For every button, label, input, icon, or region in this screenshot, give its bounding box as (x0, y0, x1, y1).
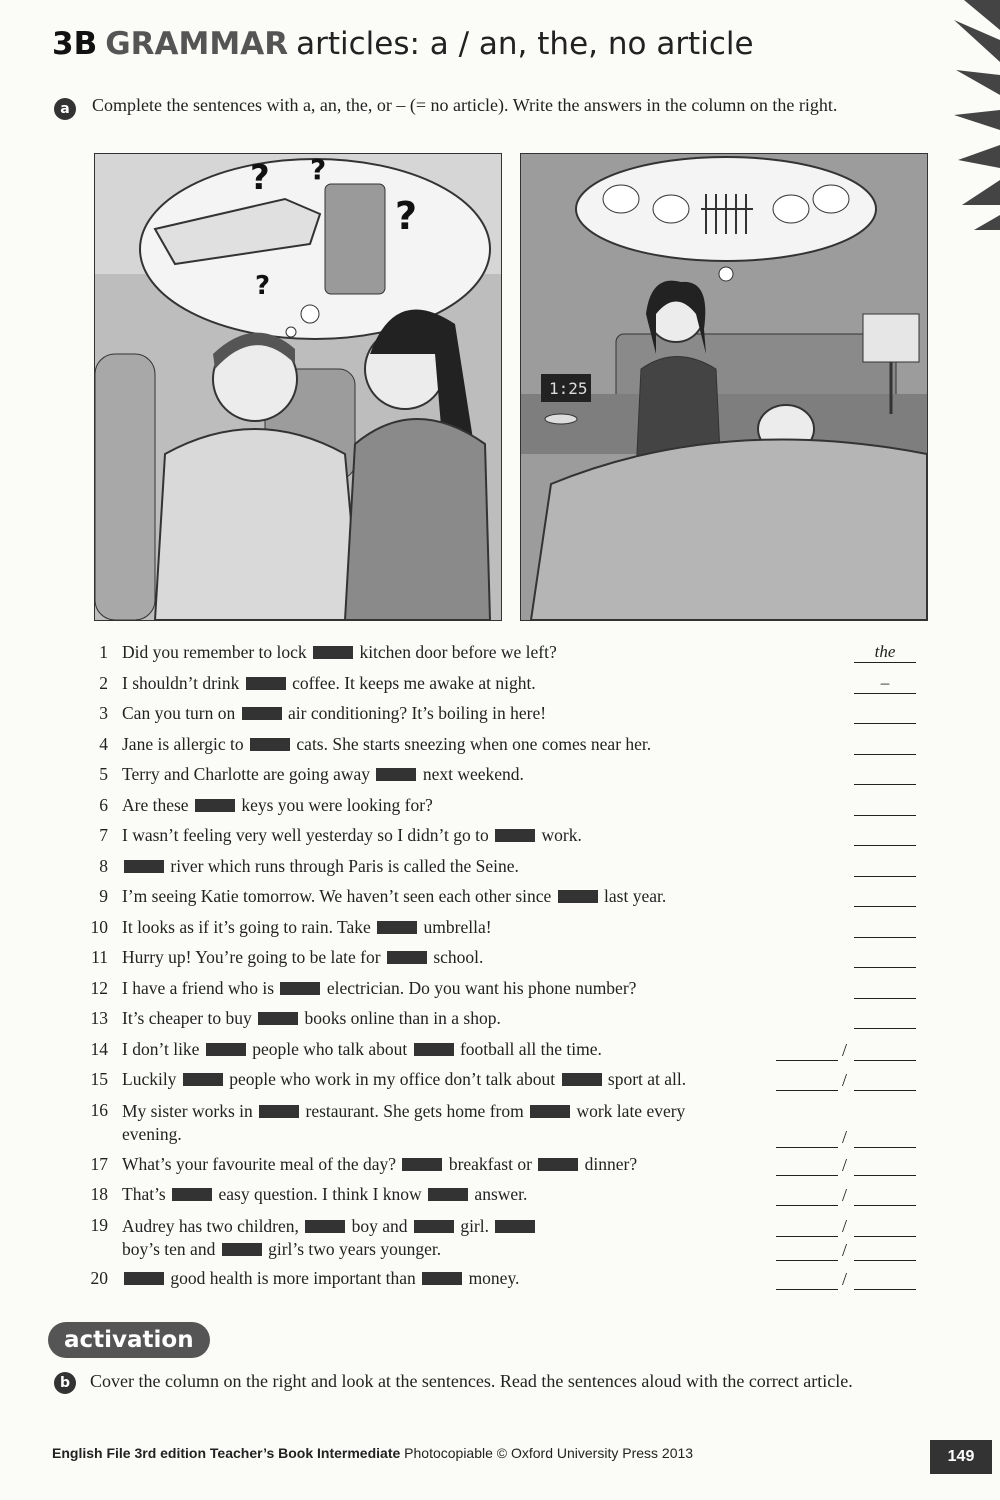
answer-line[interactable] (776, 1216, 838, 1237)
sentence-number: 14 (90, 1039, 108, 1059)
blank-gap (250, 738, 290, 751)
sentence-part: last year. (599, 886, 667, 906)
sentence-part: It’s cheaper to buy (122, 1008, 257, 1028)
answer-line[interactable] (854, 795, 916, 816)
answer-line[interactable] (854, 1070, 916, 1091)
sentence-part: boy’s ten and (122, 1239, 220, 1259)
blank-gap (538, 1158, 578, 1171)
answer-separator: / (842, 1240, 848, 1260)
blank-gap (558, 890, 598, 903)
blank-gap (172, 1188, 212, 1201)
blank-gap (495, 829, 535, 842)
exercise-a-badge: a (54, 98, 76, 120)
exercise-a-instruction: Complete the sentences with a, an, the, or – (= no article). Write the answers in the column on the right. (92, 95, 838, 115)
answer-pair (776, 1186, 916, 1206)
plane-scene-image (95, 154, 501, 620)
sentence-part: restaurant. She gets home from (301, 1101, 529, 1121)
sentence-text (122, 1039, 746, 1060)
sentence-number: 6 (99, 795, 108, 815)
sentence-part: Jane is allergic to (122, 734, 249, 754)
sentence-number: 11 (91, 947, 108, 967)
exercise-b-instruction: Cover the column on the right and look at the sentences. Read the sentences aloud with the correct article. (90, 1371, 853, 1391)
sentence-part: cats. She starts sneezing when one comes near her. (292, 734, 652, 754)
sentence-text (122, 825, 746, 846)
answer-line[interactable]: – (854, 673, 916, 694)
sentence-part: I’m seeing Katie tomorrow. We haven’t seen each other since (122, 886, 556, 906)
sentence-text (122, 1154, 746, 1175)
sentence-text (122, 795, 746, 816)
sentence-row (86, 917, 916, 941)
sentence-part: coffee. It keeps me awake at night. (287, 673, 536, 693)
answer-line[interactable] (776, 1127, 838, 1148)
sentence-text (122, 917, 746, 938)
sentence-part: girl. (455, 1216, 494, 1236)
sentence-number: 15 (90, 1069, 108, 1089)
blank-gap (530, 1105, 570, 1118)
sentence-part: answer. (470, 1184, 528, 1204)
sentence-row (86, 642, 916, 666)
sentence-part: I shouldn’t drink (122, 673, 244, 693)
sentence-number: 12 (90, 978, 108, 998)
answer-line[interactable] (854, 1127, 916, 1148)
sentence-part: It looks as if it’s going to rain. Take (122, 917, 376, 937)
sentence-part: Audrey has two children, (122, 1216, 304, 1236)
sentence-part: kitchen door before we left? (355, 642, 557, 662)
answer-pair (776, 1156, 916, 1176)
answer-line[interactable] (776, 1185, 838, 1206)
svg-text:?: ? (255, 271, 271, 301)
sentence-number: 16 (90, 1100, 108, 1120)
sentence-row (86, 1069, 916, 1093)
sentence-part: dinner? (580, 1154, 638, 1174)
answer-line[interactable] (854, 1269, 916, 1290)
answer-pair (776, 1241, 916, 1261)
blank-gap (495, 1220, 535, 1233)
sentence-part: electrician. Do you want his phone number? (322, 978, 637, 998)
sentence-part: I have a friend who is (122, 978, 279, 998)
blank-gap (377, 921, 417, 934)
answer-line[interactable] (854, 947, 916, 968)
sentence-part: breakfast or (444, 1154, 537, 1174)
sentence-part: Did you remember to lock (122, 642, 312, 662)
blank-gap (258, 1012, 298, 1025)
sentence-row (86, 673, 916, 697)
sentence-row (86, 1008, 916, 1032)
sentence-part: That’s (122, 1184, 171, 1204)
clock-display: 1:25 (549, 379, 588, 398)
answer-line[interactable] (854, 886, 916, 907)
illustration-bedroom (520, 153, 928, 621)
sentence-number: 5 (99, 764, 108, 784)
sentence-number: 20 (90, 1268, 108, 1288)
sentence-number: 13 (90, 1008, 108, 1028)
answer-line[interactable] (854, 1185, 916, 1206)
sentence-row (86, 978, 916, 1002)
sentence-part: I don’t like (122, 1039, 204, 1059)
answer-line[interactable] (854, 764, 916, 785)
sentence-row (86, 734, 916, 758)
answer-separator: / (842, 1155, 848, 1175)
sentence-part: girl’s two years younger. (263, 1239, 442, 1259)
blank-gap (305, 1220, 345, 1233)
answer-separator: / (842, 1269, 848, 1289)
blank-gap (422, 1272, 462, 1285)
sentence-part: work. (537, 825, 582, 845)
sentence-text (122, 764, 746, 785)
unit-number: 3B (52, 26, 98, 62)
sentence-text (122, 978, 746, 999)
sentence-part: money. (464, 1268, 520, 1288)
sentence-part: Terry and Charlotte are going away (122, 764, 375, 784)
sentence-number: 17 (90, 1154, 108, 1174)
answer-line[interactable] (776, 1155, 838, 1176)
sentence-part: next weekend. (418, 764, 524, 784)
sentence-part: What’s your favourite meal of the day? (122, 1154, 401, 1174)
blank-gap (402, 1158, 442, 1171)
sentence-part: boy and (347, 1216, 412, 1236)
footer-book-title: English File 3rd edition Teacher’s Book Intermediate (52, 1445, 401, 1461)
answer-pair (776, 1270, 916, 1290)
blank-gap (124, 860, 164, 873)
sentence-text (122, 1268, 746, 1289)
sentence-text (122, 703, 746, 724)
blank-gap (206, 1043, 246, 1056)
answer-line[interactable] (854, 917, 916, 938)
sentence-text (122, 856, 746, 877)
sentence-part: people who work in my office don’t talk about (224, 1069, 560, 1089)
topic-label: articles: a / an, the, no article (296, 26, 754, 62)
sentence-text (122, 947, 746, 968)
corner-burst-decoration (954, 0, 1000, 230)
blank-gap (428, 1188, 468, 1201)
page-number: 149 (930, 1440, 992, 1474)
illustration-plane (94, 153, 502, 621)
answer-pair (776, 1128, 916, 1148)
sentence-number: 3 (99, 703, 108, 723)
sentence-part: Are these (122, 795, 193, 815)
blank-gap (387, 951, 427, 964)
answer-line[interactable] (854, 1216, 916, 1237)
blank-gap (313, 646, 353, 659)
footer-credit (52, 1445, 693, 1461)
answer-line[interactable] (776, 1240, 838, 1261)
sentence-row (86, 764, 916, 788)
sentence-part: Can you turn on (122, 703, 240, 723)
sentence-text (122, 1184, 746, 1205)
sentence-text (122, 642, 746, 663)
blank-gap (376, 768, 416, 781)
sentence-part: I wasn’t feeling very well yesterday so I didn’t go to (122, 825, 494, 845)
sentence-number: 19 (90, 1215, 108, 1235)
blank-gap (414, 1043, 454, 1056)
answer-line[interactable] (854, 734, 916, 755)
sentence-part: umbrella! (419, 917, 492, 937)
sentence-part: keys you were looking for? (236, 795, 433, 815)
sentence-row (86, 1215, 916, 1263)
sentence-row (86, 795, 916, 819)
sentence-row (86, 1154, 916, 1178)
page-title (52, 26, 754, 62)
sentence-part: air conditioning? It’s boiling in here! (283, 703, 547, 723)
blank-gap (124, 1272, 164, 1285)
sentence-row (86, 1184, 916, 1208)
sentence-part: people who talk about (247, 1039, 412, 1059)
answer-line[interactable] (854, 1040, 916, 1061)
answer-separator: / (842, 1127, 848, 1147)
sentence-row (86, 947, 916, 971)
sentence-number: 1 (99, 642, 108, 662)
sentence-row (86, 1268, 916, 1292)
blank-gap (222, 1243, 262, 1256)
answer-line[interactable] (854, 978, 916, 999)
sentence-text (122, 673, 746, 694)
sentence-part: work late every evening. (122, 1101, 686, 1144)
blank-gap (183, 1073, 223, 1086)
blank-gap (242, 707, 282, 720)
answer-separator: / (842, 1216, 848, 1236)
sentence-number: 9 (99, 886, 108, 906)
blank-gap (280, 982, 320, 995)
sentence-number: 2 (99, 673, 108, 693)
sentence-part: football all the time. (455, 1039, 602, 1059)
sentence-row (86, 886, 916, 910)
answer-line[interactable] (854, 703, 916, 724)
blank-gap (562, 1073, 602, 1086)
sentence-row (86, 825, 916, 849)
answer-pair (776, 1217, 916, 1237)
sentence-text (122, 1069, 746, 1090)
sentence-part: sport at all. (603, 1069, 687, 1089)
svg-text:?: ? (395, 194, 418, 238)
sentence-row (86, 1039, 916, 1063)
answer-separator: / (842, 1070, 848, 1090)
sentence-text (122, 734, 746, 755)
blank-gap (414, 1220, 454, 1233)
sentence-text (122, 1100, 746, 1146)
sentence-number: 4 (99, 734, 108, 754)
activation-heading: activation (48, 1322, 210, 1358)
answer-line[interactable] (776, 1070, 838, 1091)
answer-separator: / (842, 1040, 848, 1060)
blank-gap (246, 677, 286, 690)
sentence-number: 7 (99, 825, 108, 845)
answer-pair (776, 1041, 916, 1061)
sentence-row (86, 856, 916, 880)
answer-line[interactable] (776, 1040, 838, 1061)
answer-line[interactable] (854, 825, 916, 846)
sentence-number: 8 (99, 856, 108, 876)
answer-line[interactable]: the (854, 642, 916, 663)
sentence-part: Luckily (122, 1069, 181, 1089)
answer-separator: / (842, 1185, 848, 1205)
sentence-number: 18 (90, 1184, 108, 1204)
answer-line[interactable] (854, 1155, 916, 1176)
sentence-text (122, 1215, 746, 1261)
answer-pair (776, 1071, 916, 1091)
answer-line[interactable] (854, 1008, 916, 1029)
answer-line[interactable] (854, 1240, 916, 1261)
sentence-number: 10 (90, 917, 108, 937)
sentence-part: Hurry up! You’re going to be late for (122, 947, 385, 967)
blank-gap (195, 799, 235, 812)
sentence-part: My sister works in (122, 1101, 258, 1121)
sentence-part: river which runs through Paris is called the Seine. (166, 856, 519, 876)
exercise-b-badge: b (54, 1372, 76, 1394)
sentence-part: easy question. I think I know (214, 1184, 427, 1204)
sentence-part: school. (428, 947, 484, 967)
sentence-part: books online than in a shop. (300, 1008, 501, 1028)
sentence-text (122, 886, 746, 907)
bedroom-scene-image (521, 154, 927, 620)
svg-text:?: ? (310, 154, 327, 186)
sentence-row (86, 1100, 916, 1148)
svg-text:?: ? (250, 158, 270, 198)
blank-gap (259, 1105, 299, 1118)
footer-rights: Photocopiable © Oxford University Press 2013 (404, 1445, 694, 1461)
section-label: GRAMMAR (105, 26, 289, 62)
answer-line[interactable] (776, 1269, 838, 1290)
answer-line[interactable] (854, 856, 916, 877)
sentence-text (122, 1008, 746, 1029)
sentence-row (86, 703, 916, 727)
sentence-part: good health is more important than (166, 1268, 421, 1288)
